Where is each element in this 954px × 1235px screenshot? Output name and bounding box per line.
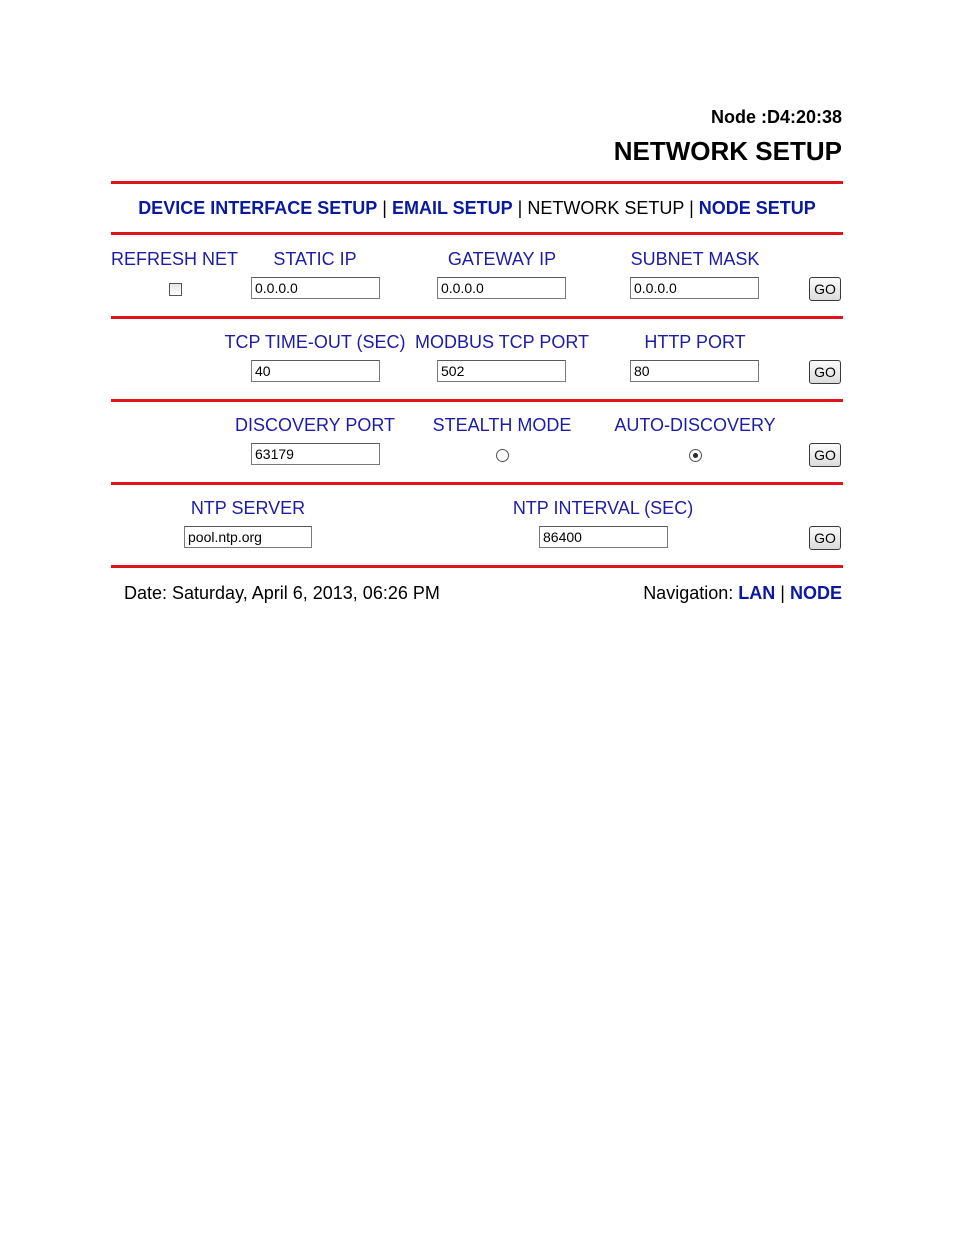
nav-separator: | (382, 198, 387, 218)
ntp-go-button[interactable]: GO (809, 526, 841, 550)
subnet-mask-input[interactable] (630, 277, 759, 299)
modbus-tcp-port-input[interactable] (437, 360, 566, 382)
gateway-ip-input[interactable] (437, 277, 566, 299)
node-id: Node :D4:20:38 (710, 107, 842, 127)
modbus-tcp-port-label: MODBUS TCP PORT (414, 332, 590, 352)
divider (111, 232, 843, 235)
ip-go-button[interactable]: GO (809, 277, 841, 301)
ntp-server-input[interactable] (184, 526, 312, 548)
tcp-timeout-label: TCP TIME-OUT (SEC) (224, 332, 406, 352)
current-date: Date: Saturday, April 6, 2013, 06:26 PM (124, 583, 440, 603)
nav-lan-link[interactable]: LAN (738, 583, 776, 603)
tcp-timeout-input[interactable] (251, 360, 380, 382)
http-port-label: HTTP PORT (644, 332, 746, 352)
footer-navigation (643, 583, 842, 604)
static-ip-label: STATIC IP (273, 249, 357, 269)
divider (111, 482, 843, 485)
divider (111, 181, 843, 184)
stealth-mode-label: STEALTH MODE (432, 415, 572, 435)
ntp-interval-label: NTP INTERVAL (SEC) (512, 498, 694, 518)
discovery-port-input[interactable] (251, 443, 380, 465)
divider (111, 565, 843, 568)
static-ip-input[interactable] (251, 277, 380, 299)
page-title: NETWORK SETUP (613, 136, 842, 166)
nav-separator: | (517, 198, 523, 218)
nav-separator: | (780, 583, 785, 603)
subnet-mask-label: SUBNET MASK (630, 249, 760, 269)
nav-separator: | (689, 198, 694, 218)
discovery-port-label: DISCOVERY PORT (234, 415, 396, 435)
nav-device-interface-setup[interactable]: DEVICE INTERFACE SETUP (138, 198, 378, 218)
nav-node-link[interactable]: NODE (789, 583, 842, 603)
gateway-ip-label: GATEWAY IP (447, 249, 557, 269)
discovery-go-button[interactable]: GO (809, 443, 841, 467)
ntp-interval-input[interactable] (539, 526, 668, 548)
refresh-net-label: REFRESH NET (111, 249, 239, 269)
auto-discovery-radio[interactable] (689, 449, 702, 462)
http-port-input[interactable] (630, 360, 759, 382)
refresh-net-checkbox[interactable] (169, 283, 182, 296)
ntp-server-label: NTP SERVER (190, 498, 306, 518)
navigation-label: Navigation: (643, 583, 734, 603)
stealth-mode-radio[interactable] (496, 449, 509, 462)
nav-node-setup[interactable]: NODE SETUP (698, 198, 816, 218)
auto-discovery-label: AUTO-DISCOVERY (614, 415, 776, 435)
radio-selected-dot (693, 453, 698, 458)
divider (111, 316, 843, 319)
top-navigation (111, 198, 843, 219)
divider (111, 399, 843, 402)
nav-email-setup[interactable]: EMAIL SETUP (391, 198, 513, 218)
nav-network-setup-current: NETWORK SETUP (527, 198, 685, 218)
ports-go-button[interactable]: GO (809, 360, 841, 384)
